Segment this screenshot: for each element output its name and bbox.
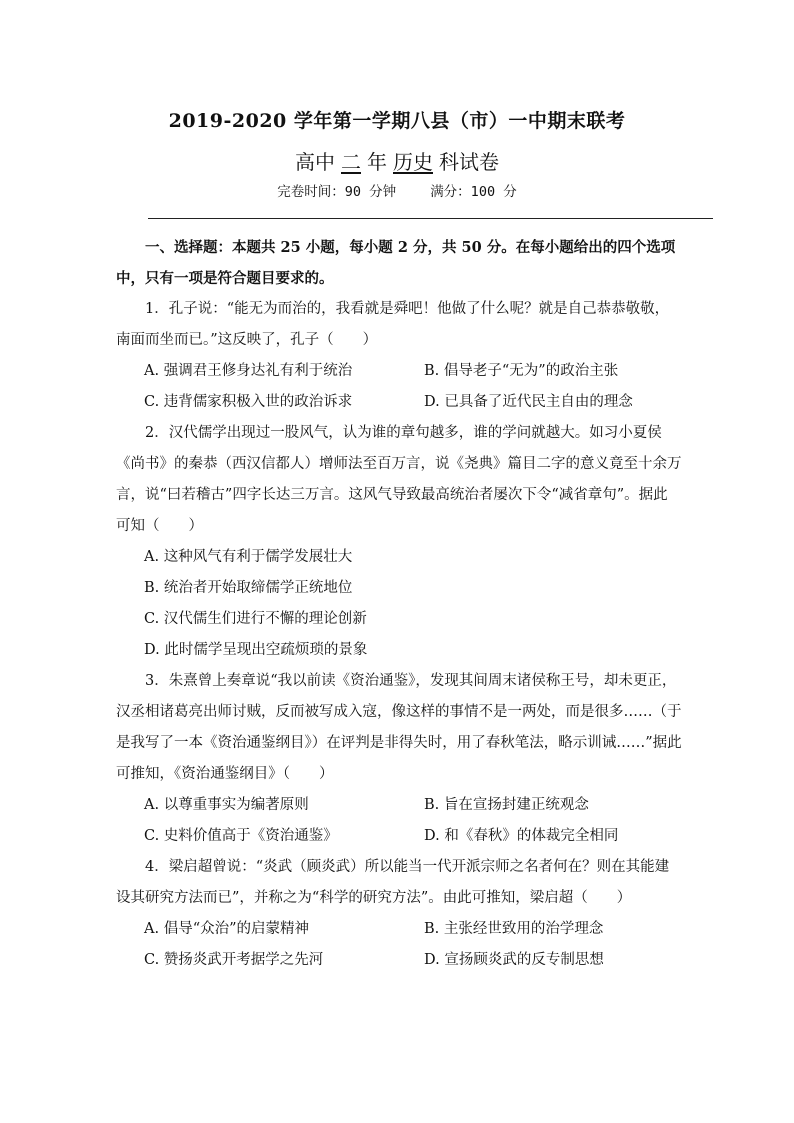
question-stem: 1．孔子说：“能无为而治的，我看就是舜吧！他做了什么呢？就是自己恭恭敬敬，南面而坐而已。”这反映了，孔子（ ） <box>116 301 670 348</box>
question <box>116 852 682 976</box>
option-row <box>116 387 682 418</box>
section-heading: 一、选择题：本题共 25 小题，每小题 2 分，共 50 分。在每小题给出的四个选项中，只有一项是符合题目要求的。 <box>116 239 676 287</box>
option-b[interactable]: B. 主张经世致用的治学理念 <box>424 921 604 937</box>
exam-body <box>116 232 682 976</box>
question-stem: 3．朱熹曾上奏章说“我以前读《资治通鉴》，发现其间周末诸侯称王号，却未更正，汉丞相诸葛亮出师讨贼，反而被写成入寇，像这样的事情不是一两处，而是很多……（于是我写了一本《资治通鉴纲目》）在评判是非得失时，用了春秋笔法，略示训诫……”据此可推知，《资治通鉴纲目》（ ） <box>116 673 682 782</box>
option-c[interactable]: C. 汉代儒生们进行不懈的理论创新 <box>144 611 367 627</box>
question <box>116 666 682 852</box>
exam-title: 2019-2020 学年第一学期八县（市）一中期末联考 <box>168 110 626 132</box>
subtitle-suffix: 科试卷 <box>439 150 499 174</box>
question-stem: 2．汉代儒学出现过一股风气，认为谁的章句越多，谁的学问就越大。如习小夏侯《尚书》的秦恭（西汉信都人）增师法至百万言，说《尧典》篇目二字的意义竟至十余万言，说“曰若稽古”四字长达三万言。这风气导致最高统治者屡次下令“减省章句”。据此可知（ ） <box>116 425 682 534</box>
option-row <box>116 821 682 852</box>
option-b[interactable]: B. 统治者开始取缔儒学正统地位 <box>144 580 353 596</box>
exam-subtitle <box>0 146 794 175</box>
option-a[interactable]: A. 强调君王修身达礼有利于统治 <box>144 363 353 379</box>
option-c[interactable]: C. 赞扬炎武开考据学之先河 <box>144 952 324 968</box>
option-a[interactable]: A. 倡导“众治”的启蒙精神 <box>144 921 310 937</box>
exam-score: 满分：100 分 <box>430 184 517 200</box>
option-a[interactable]: A. 以尊重事实为编著原则 <box>144 797 309 813</box>
option-d[interactable]: D. 宣扬顾炎武的反专制思想 <box>424 952 604 968</box>
grade-blank: 二 <box>341 150 361 174</box>
question <box>116 294 682 418</box>
option-row <box>116 945 682 976</box>
option-c[interactable]: C. 史料价值高于《资治通鉴》 <box>144 828 338 844</box>
subject-blank: 历史 <box>393 150 433 174</box>
subtitle-prefix: 高中 <box>295 150 335 174</box>
option-b[interactable]: B. 倡导老子“无为”的政治主张 <box>424 363 619 379</box>
option-d[interactable]: D. 此时儒学呈现出空疏烦琐的景象 <box>144 642 368 658</box>
option-b[interactable]: B. 旨在宣扬封建正统观念 <box>424 797 589 813</box>
option-d[interactable]: D. 已具备了近代民主自由的理念 <box>424 394 633 410</box>
option-a[interactable]: A. 这种风气有利于儒学发展壮大 <box>144 549 353 565</box>
header-divider <box>148 218 713 219</box>
option-row <box>116 790 682 821</box>
question <box>116 418 682 666</box>
subtitle-year: 年 <box>367 150 387 174</box>
option-d[interactable]: D. 和《春秋》的体裁完全相同 <box>424 828 619 844</box>
option-c[interactable]: C. 违背儒家积极入世的政治诉求 <box>144 394 353 410</box>
exam-time: 完卷时间：90 分钟 <box>277 184 397 200</box>
option-row <box>116 914 682 945</box>
exam-meta <box>0 180 794 200</box>
question-stem: 4．梁启超曾说：“炎武（顾炎武）所以能当一代开派宗师之名者何在？则在其能建设其研究方法而已”，并称之为“科学的研究方法”。由此可推知，梁启超（ ） <box>116 859 670 906</box>
option-row <box>116 356 682 387</box>
